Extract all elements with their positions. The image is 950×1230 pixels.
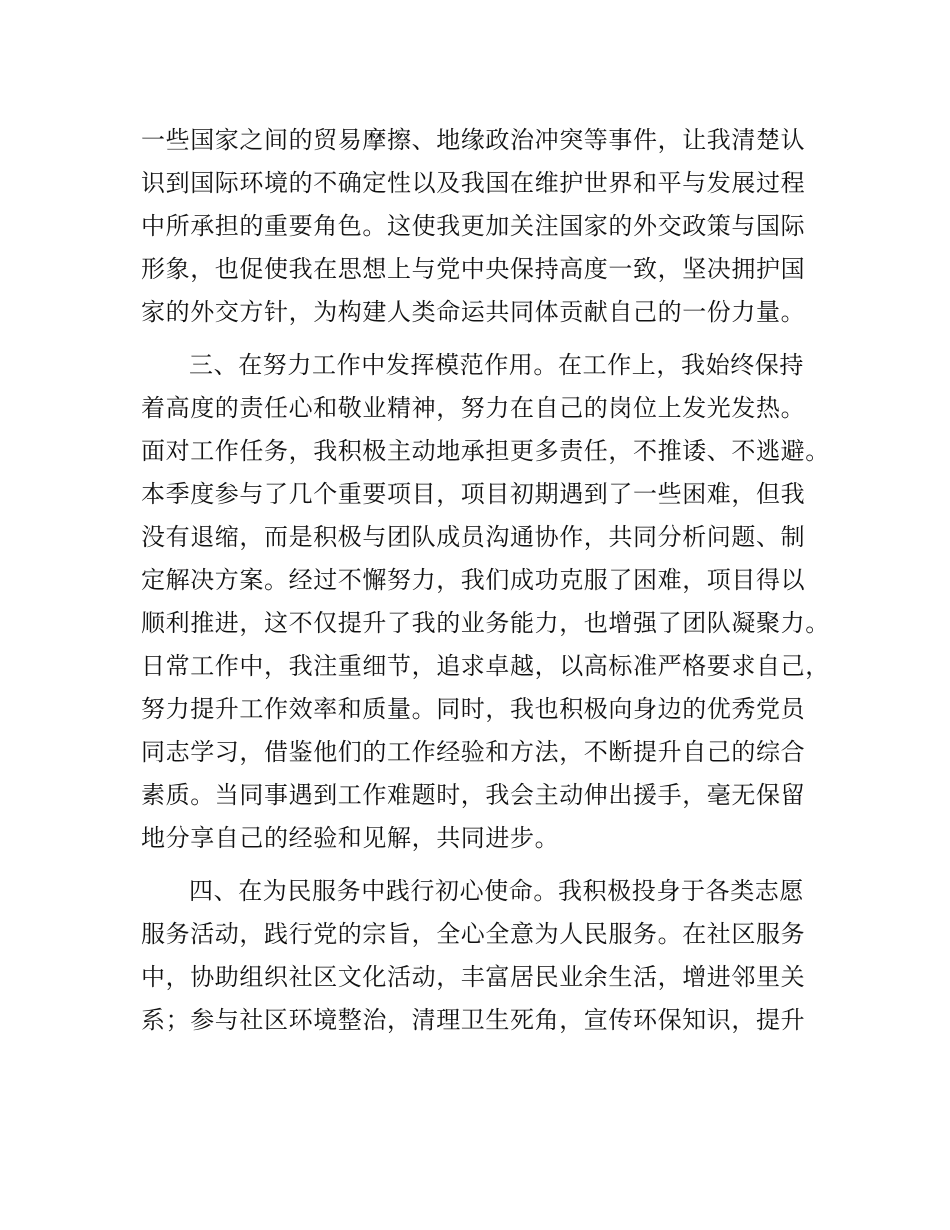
text-line: 服务活动，践行党的宗旨，全心全意为人民服务。在社区服务 (141, 920, 806, 948)
text-line: 同志学习，借鉴他们的工作经验和方法，不断提升自己的综合 (141, 738, 806, 766)
section-heading-line: 三、在努力工作中发挥模范作用。在工作上，我始终保持 (189, 351, 804, 379)
text-line: 中，协助组织社区文化活动，丰富居民业余生活，增进邻里关 (141, 963, 806, 991)
text-line: 本季度参与了几个重要项目，项目初期遇到了一些困难，但我 (141, 480, 806, 508)
text-line: 没有退缩，而是积极与团队成员沟通协作，共同分析问题、制 (141, 523, 806, 551)
text-line: 形象，也促使我在思想上与党中央保持高度一致，坚决拥护国 (141, 255, 806, 283)
text-line: 日常工作中，我注重细节，追求卓越，以高标准严格要求自己， (141, 652, 830, 680)
text-line: 中所承担的重要角色。这使我更加关注国家的外交政策与国际 (141, 212, 806, 240)
text-line: 定解决方案。经过不懈努力，我们成功克服了困难，项目得以 (141, 566, 806, 594)
text-line: 家的外交方针，为构建人类命运共同体贡献自己的一份力量。 (141, 298, 806, 326)
text-line: 着高度的责任心和敬业精神，努力在自己的岗位上发光发热。 (141, 394, 806, 422)
text-line: 地分享自己的经验和见解，共同进步。 (141, 824, 560, 852)
text-line: 一些国家之间的贸易摩擦、地缘政治冲突等事件，让我清楚认 (141, 126, 806, 154)
text-line: 努力提升工作效率和质量。同时，我也积极向身边的优秀党员 (141, 695, 806, 723)
text-line: 顺利推进，这不仅提升了我的业务能力，也增强了团队凝聚力。 (141, 609, 830, 637)
text-line: 面对工作任务，我积极主动地承担更多责任，不推诿、不逃避。 (141, 437, 830, 465)
section-heading-line: 四、在为民服务中践行初心使命。我积极投身于各类志愿 (189, 877, 804, 905)
text-line: 系；参与社区环境整治，清理卫生死角，宣传环保知识，提升 (141, 1006, 806, 1034)
text-line: 素质。当同事遇到工作难题时，我会主动伸出援手，毫无保留 (141, 781, 806, 809)
text-line: 识到国际环境的不确定性以及我国在维护世界和平与发展过程 (141, 169, 806, 197)
